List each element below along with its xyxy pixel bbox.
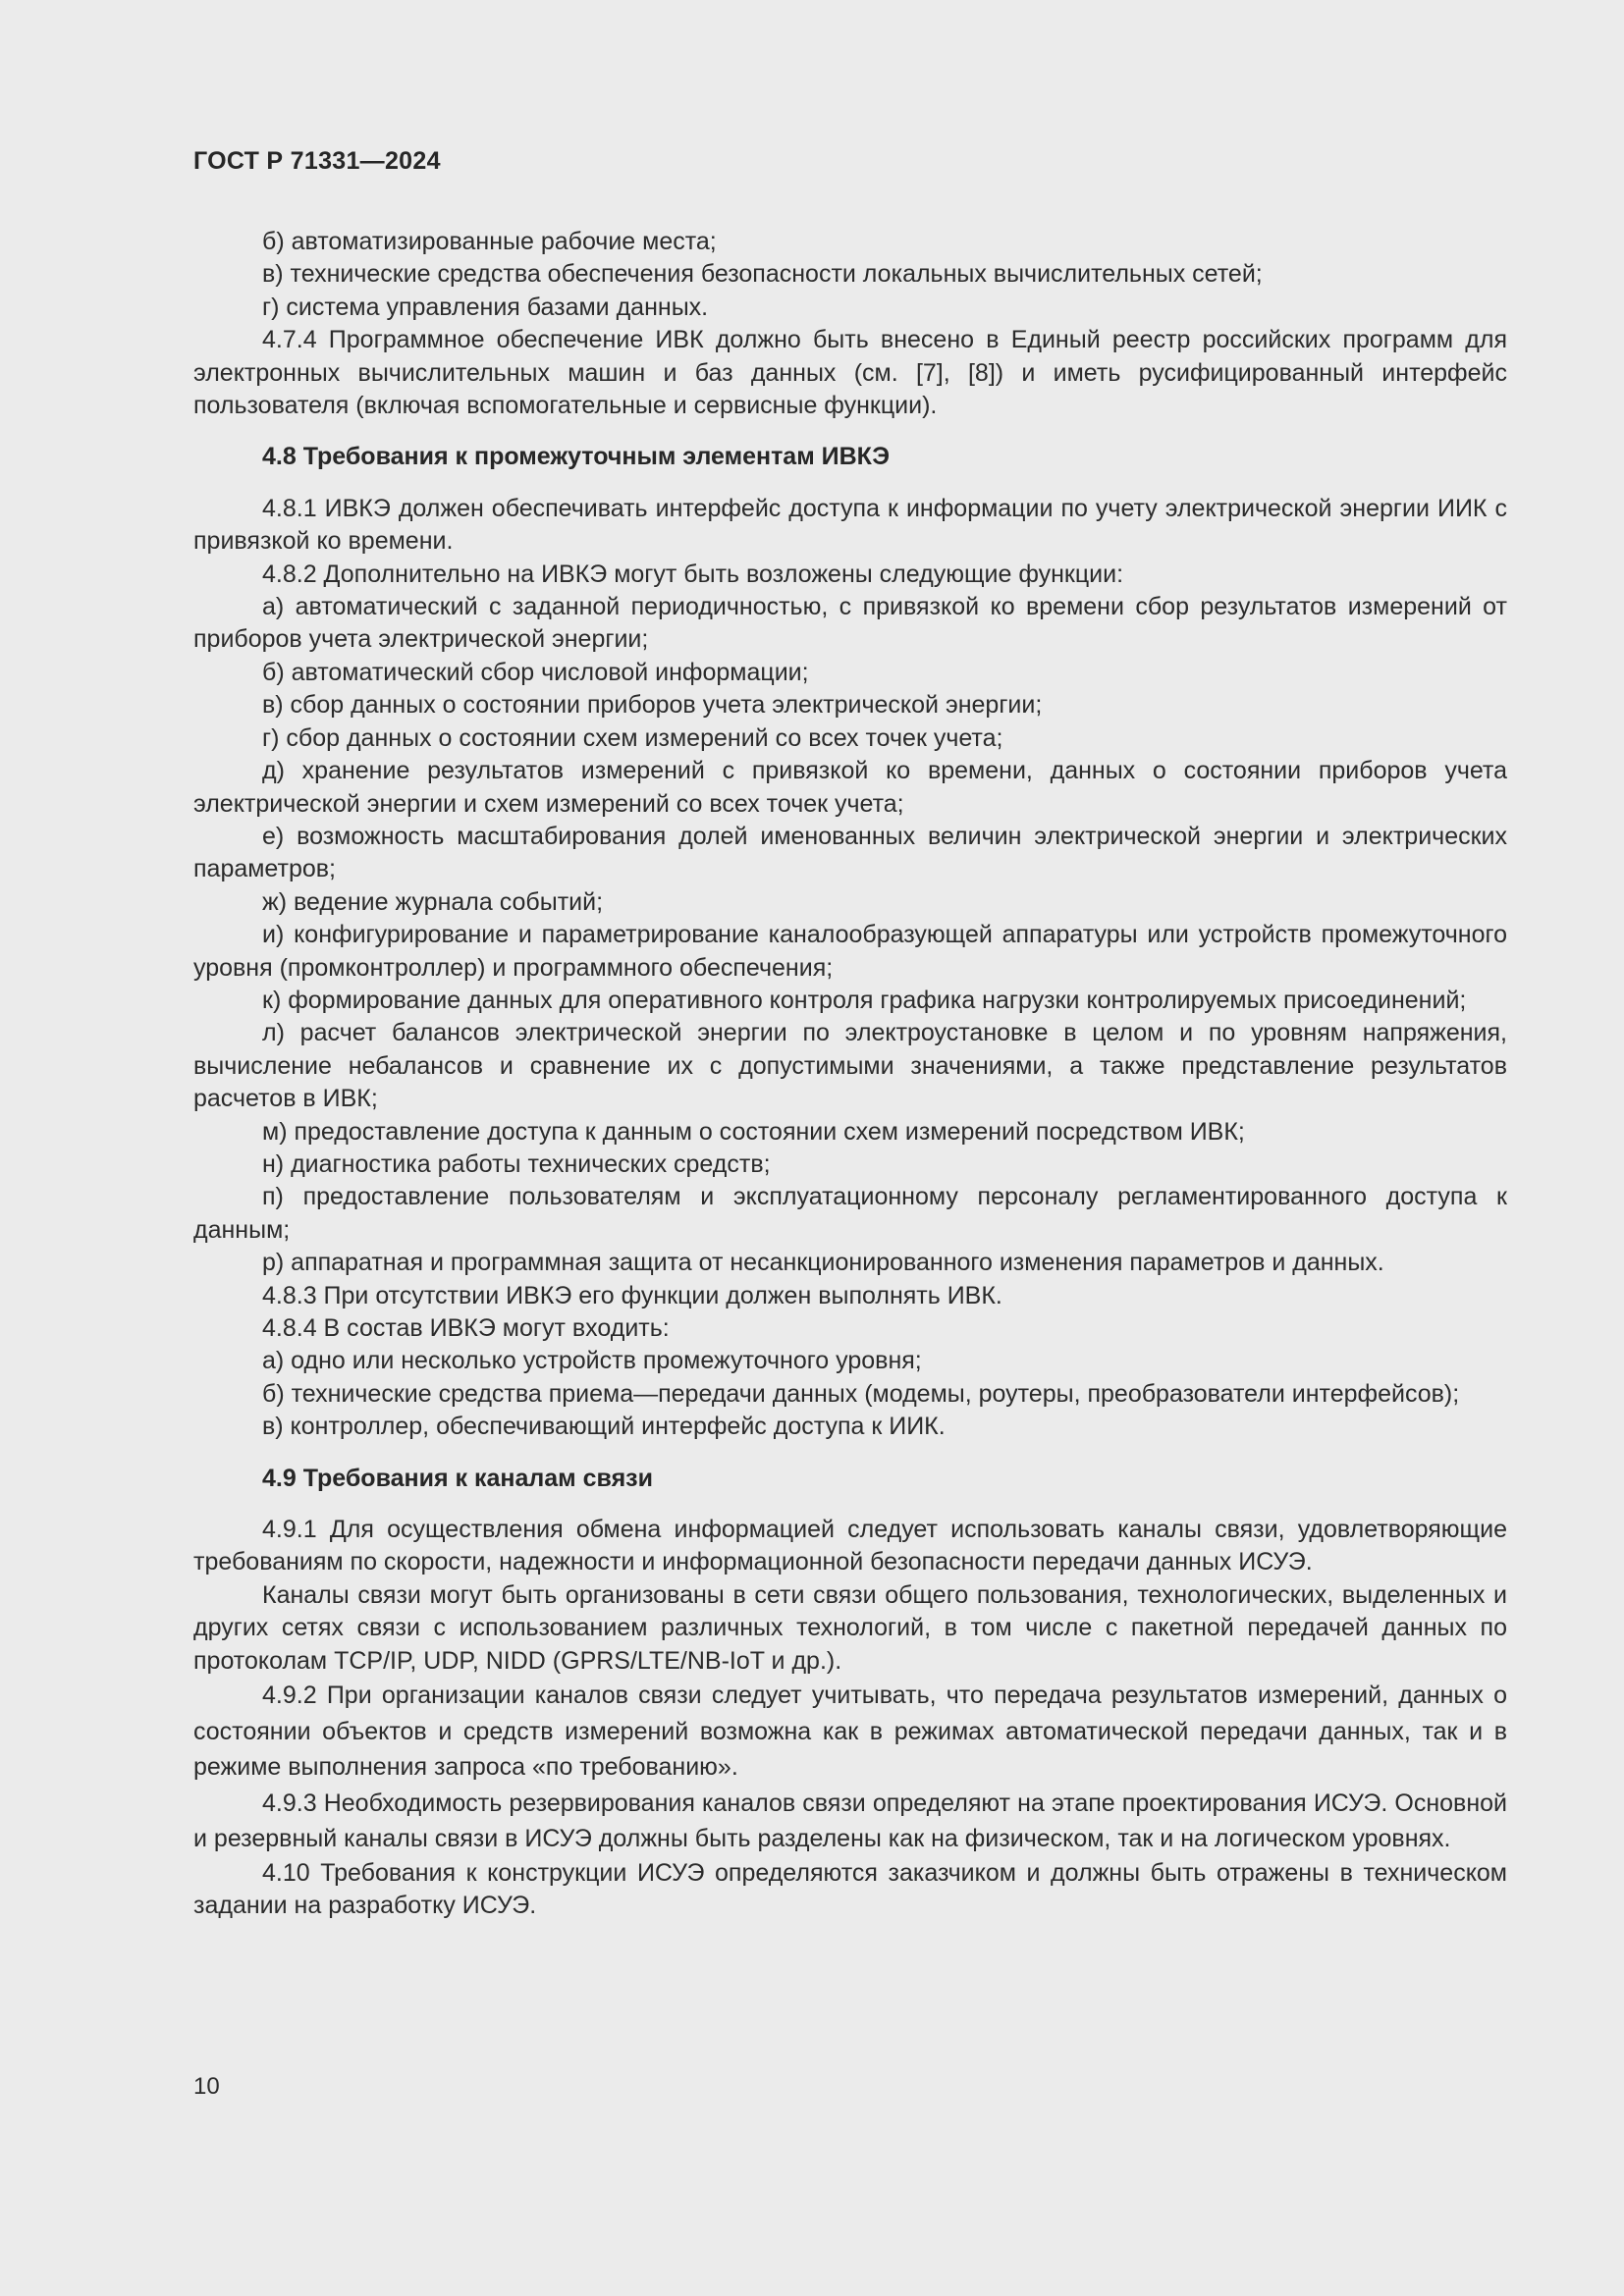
page-number: 10 [193,2073,220,2100]
list-item-r: р) аппаратная и программная защита от несанкционированного изменения параметров и данных. [262,1249,1384,1277]
list-item-d: д) хранение результатов измерений с привязкой ко времени, данных о состоянии приборов учета электрической энергии и схем измерений со всех точек учета; [193,757,1507,818]
standard-header: ГОСТ Р 71331—2024 [193,147,441,175]
list-item-zh: ж) ведение журнала событий; [262,887,604,916]
list-item-v: в) сбор данных о состоянии приборов учета электрической энергии; [262,691,1043,720]
clause-4-8-4: 4.8.4 В состав ИВКЭ могут входить: [262,1314,670,1342]
list-item-b: б) автоматический сбор числовой информации; [262,658,809,686]
section-heading-4-9: 4.9 Требования к каналам связи [262,1464,653,1492]
clause-4-7-4: 4.7.4 Программное обеспечение ИВК должно быть внесено в Единый реестр российских программ для электронных вычислительных машин и баз данных (см. [7], [8]) и иметь русифицированный интерфейс пользователя (включая вспомогательные и сервисные функции). [193,326,1507,420]
clause-4-8-3: 4.8.3 При отсутствии ИВКЭ его функции должен выполнять ИВК. [262,1281,1002,1309]
section-heading-4-8: 4.8 Требования к промежуточным элементам ИВКЭ [262,443,891,471]
list-item-b-workstations: б) автоматизированные рабочие места; [262,228,717,255]
list-item-a-2: а) одно или несколько устройств промежуточного уровня; [262,1347,922,1375]
list-item-a: а) автоматический с заданной периодичностью, с привязкой ко времени сбор результатов измерений от приборов учета электрической энергии; [193,593,1507,654]
clause-4-9-2: 4.9.2 При организации каналов связи следует учитывать, что передача результатов измерений, данных о состоянии объектов и средств измерений возможна как в режимах автоматической передачи данных, так и в режиме выполнения запроса «по требованию». [193,1682,1507,1782]
list-item-g: г) сбор данных о состоянии схем измерений со всех точек учета; [262,723,1003,752]
document-body [193,226,1507,1922]
list-item-l: л) расчет балансов электрической энергии по электроустановке в целом и по уровням напряжения, вычисление небалансов и сравнение их с допустимыми значениями, а также представление результатов расчетов в ИВК; [193,1019,1507,1113]
list-item-b-2: б) технические средства приема—передачи данных (модемы, роутеры, преобразователи интерфейсов); [262,1379,1460,1408]
list-item-e: е) возможность масштабирования долей именованных величин электрической энергии и электрических параметров; [193,822,1507,883]
list-item-v-network-security: в) технические средства обеспечения безопасности локальных вычислительных сетей; [262,260,1263,289]
clause-4-8-1: 4.8.1 ИВКЭ должен обеспечивать интерфейс доступа к информации по учету электрической энергии ИИК с привязкой ко времени. [193,494,1507,556]
clause-4-8-2: 4.8.2 Дополнительно на ИВКЭ могут быть возложены следующие функции: [262,560,1124,588]
list-item-p: п) предоставление пользователям и эксплуатационному персоналу регламентированного доступа к данным; [193,1183,1507,1244]
list-item-g-dbms: г) система управления базами данных. [262,293,709,321]
list-item-m: м) предоставление доступа к данным о состоянии схем измерений посредством ИВК; [262,1117,1245,1146]
list-item-i: и) конфигурирование и параметрирование каналообразующей аппаратуры или устройств промежуточного уровня (промконтроллер) и программного обеспечения; [193,921,1507,982]
paragraph-channels-networks: Каналы связи могут быть организованы в сети связи общего пользования, технологических, выделенных и других сетях связи с использованием различных технологий, в том числе с пакетной передачей данных по протоколам TCP/IP, UDP, NIDD (GPRS/LTE/NB-IoT и др.). [193,1580,1507,1675]
list-item-n: н) диагностика работы технических средств; [262,1149,771,1178]
list-item-k: к) формирование данных для оперативного контроля графика нагрузки контролируемых присоединений; [262,986,1467,1014]
clause-4-9-3: 4.9.3 Необходимость резервирования каналов связи определяют на этапе проектирования ИСУЭ. Основной и резервный каналы связи в ИСУЭ должны быть разделены как на физическом, так и на логическом уровнях. [193,1789,1507,1853]
clause-4-10: 4.10 Требования к конструкции ИСУЭ определяются заказчиком и должны быть отражены в техническом задании на разработку ИСУЭ. [193,1858,1507,1919]
clause-4-9-1: 4.9.1 Для осуществления обмена информацией следует использовать каналы связи, удовлетворяющие требованиям по скорости, надежности и информационной безопасности передачи данных ИСУЭ. [193,1516,1507,1576]
list-item-v-2: в) контроллер, обеспечивающий интерфейс доступа к ИИК. [262,1413,946,1441]
